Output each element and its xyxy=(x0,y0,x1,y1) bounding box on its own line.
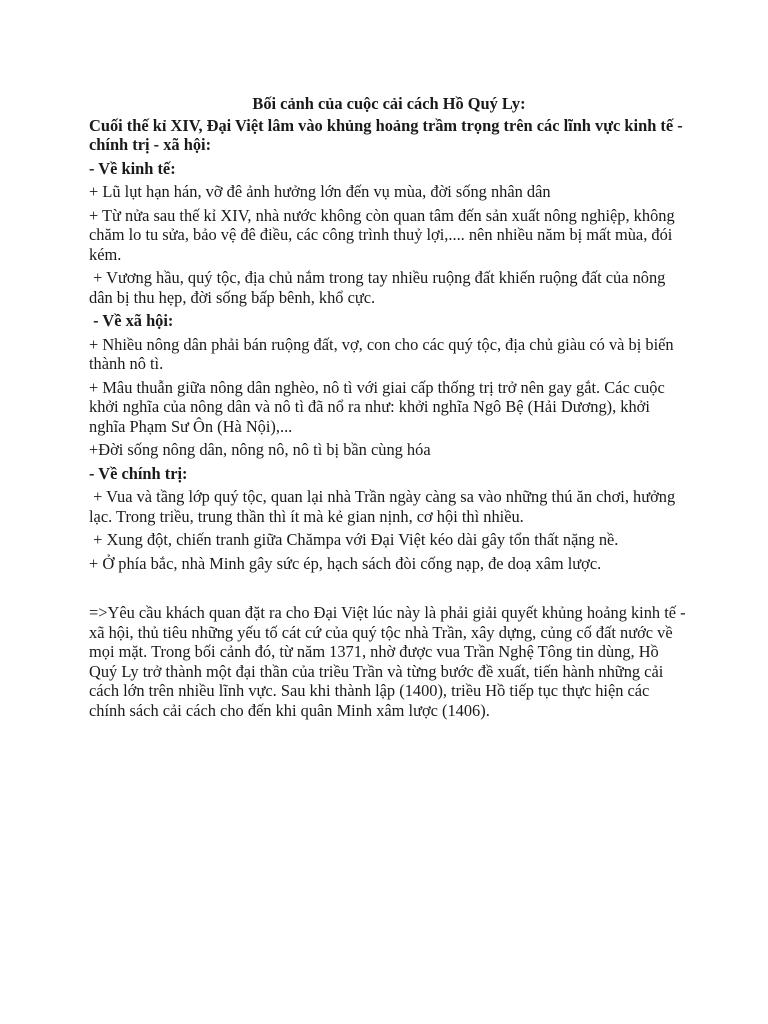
politics-item-1: + Vua và tầng lớp quý tộc, quan lại nhà Trần ngày càng sa vào những thú ăn chơi, hưởng lạc. Trong triều, trung thần thì ít mà kẻ gian nịnh, cơ hội thì nhiều. xyxy=(89,487,680,526)
society-item-1: + Nhiều nông dân phải bán ruộng đất, vợ, con cho các quý tộc, địa chủ giàu có và bị biến thành nô tì. xyxy=(89,334,674,373)
economy-item-1: + Lũ lụt hạn hán, vỡ đê ảnh hưởng lớn đến vụ mùa, đời sống nhân dân xyxy=(89,182,551,201)
document-title: Bối cảnh của cuộc cải cách Hồ Quý Ly: xyxy=(252,94,526,113)
document-page xyxy=(89,94,689,724)
society-heading: - Về xã hội: xyxy=(89,311,174,330)
economy-heading: - Về kinh tế: xyxy=(89,158,176,178)
politics-heading: - Về chính trị: xyxy=(89,463,188,483)
politics-item-2: + Xung đột, chiến tranh giữa Chămpa với Đại Việt kéo dài gây tổn thất nặng nề. xyxy=(89,530,619,549)
society-item-3: +Đời sống nông dân, nông nô, nô tì bị bần cùng hóa xyxy=(89,440,431,459)
economy-item-3: + Vương hầu, quý tộc, địa chủ nắm trong tay nhiều ruộng đất khiến ruộng đất của nông dân bị thu hẹp, đời sống bấp bênh, khổ cực. xyxy=(89,268,670,307)
politics-item-3: + Ở phía bắc, nhà Minh gây sức ép, hạch sách đòi cống nạp, đe doạ xâm lược. xyxy=(89,553,602,573)
conclusion-paragraph: =>Yêu cầu khách quan đặt ra cho Đại Việt lúc này là phải giải quyết khủng hoảng kinh tế - xã hội, thủ tiêu những yếu tố cát cứ của quý tộc nhà Trần, xây dựng, củng cố đất nước về mọi mặt. Trong bối cảnh đó, từ năm 1371, nhờ được vua Trần Nghệ Tông tin dùng, Hồ Quý Ly trở thành một đại thần của triều Trần và từng bước đề xuất, tiến hành những cải cách lớn trên nhiều lĩnh vực. Sau khi thành lập (1400), triều Hồ tiếp tục thực hiện các chính sách cải cách cho đến khi quân Minh xâm lược (1406). xyxy=(89,603,686,720)
society-item-2: + Mâu thuẫn giữa nông dân nghèo, nô tì với giai cấp thống trị trở nên gay gắt. Các cuộc khởi nghĩa của nông dân và nô tì đã nổ ra như: khởi nghĩa Ngô Bệ (Hải Dương), khởi nghĩa Phạm Sư Ôn (Hà Nội),... xyxy=(89,377,665,436)
paragraph-spacer xyxy=(89,577,689,603)
intro-paragraph: Cuối thế kỉ XIV, Đại Việt lâm vào khủng hoảng trầm trọng trên các lĩnh vực kinh tế - chính trị - xã hội: xyxy=(89,115,683,154)
economy-item-2: + Từ nửa sau thế kỉ XIV, nhà nước không còn quan tâm đến sản xuất nông nghiệp, không chăm lo tu sửa, bảo vệ đê điều, các công trình thuỷ lợi,.... nên nhiều năm bị mất mùa, đói kém. xyxy=(89,205,675,264)
